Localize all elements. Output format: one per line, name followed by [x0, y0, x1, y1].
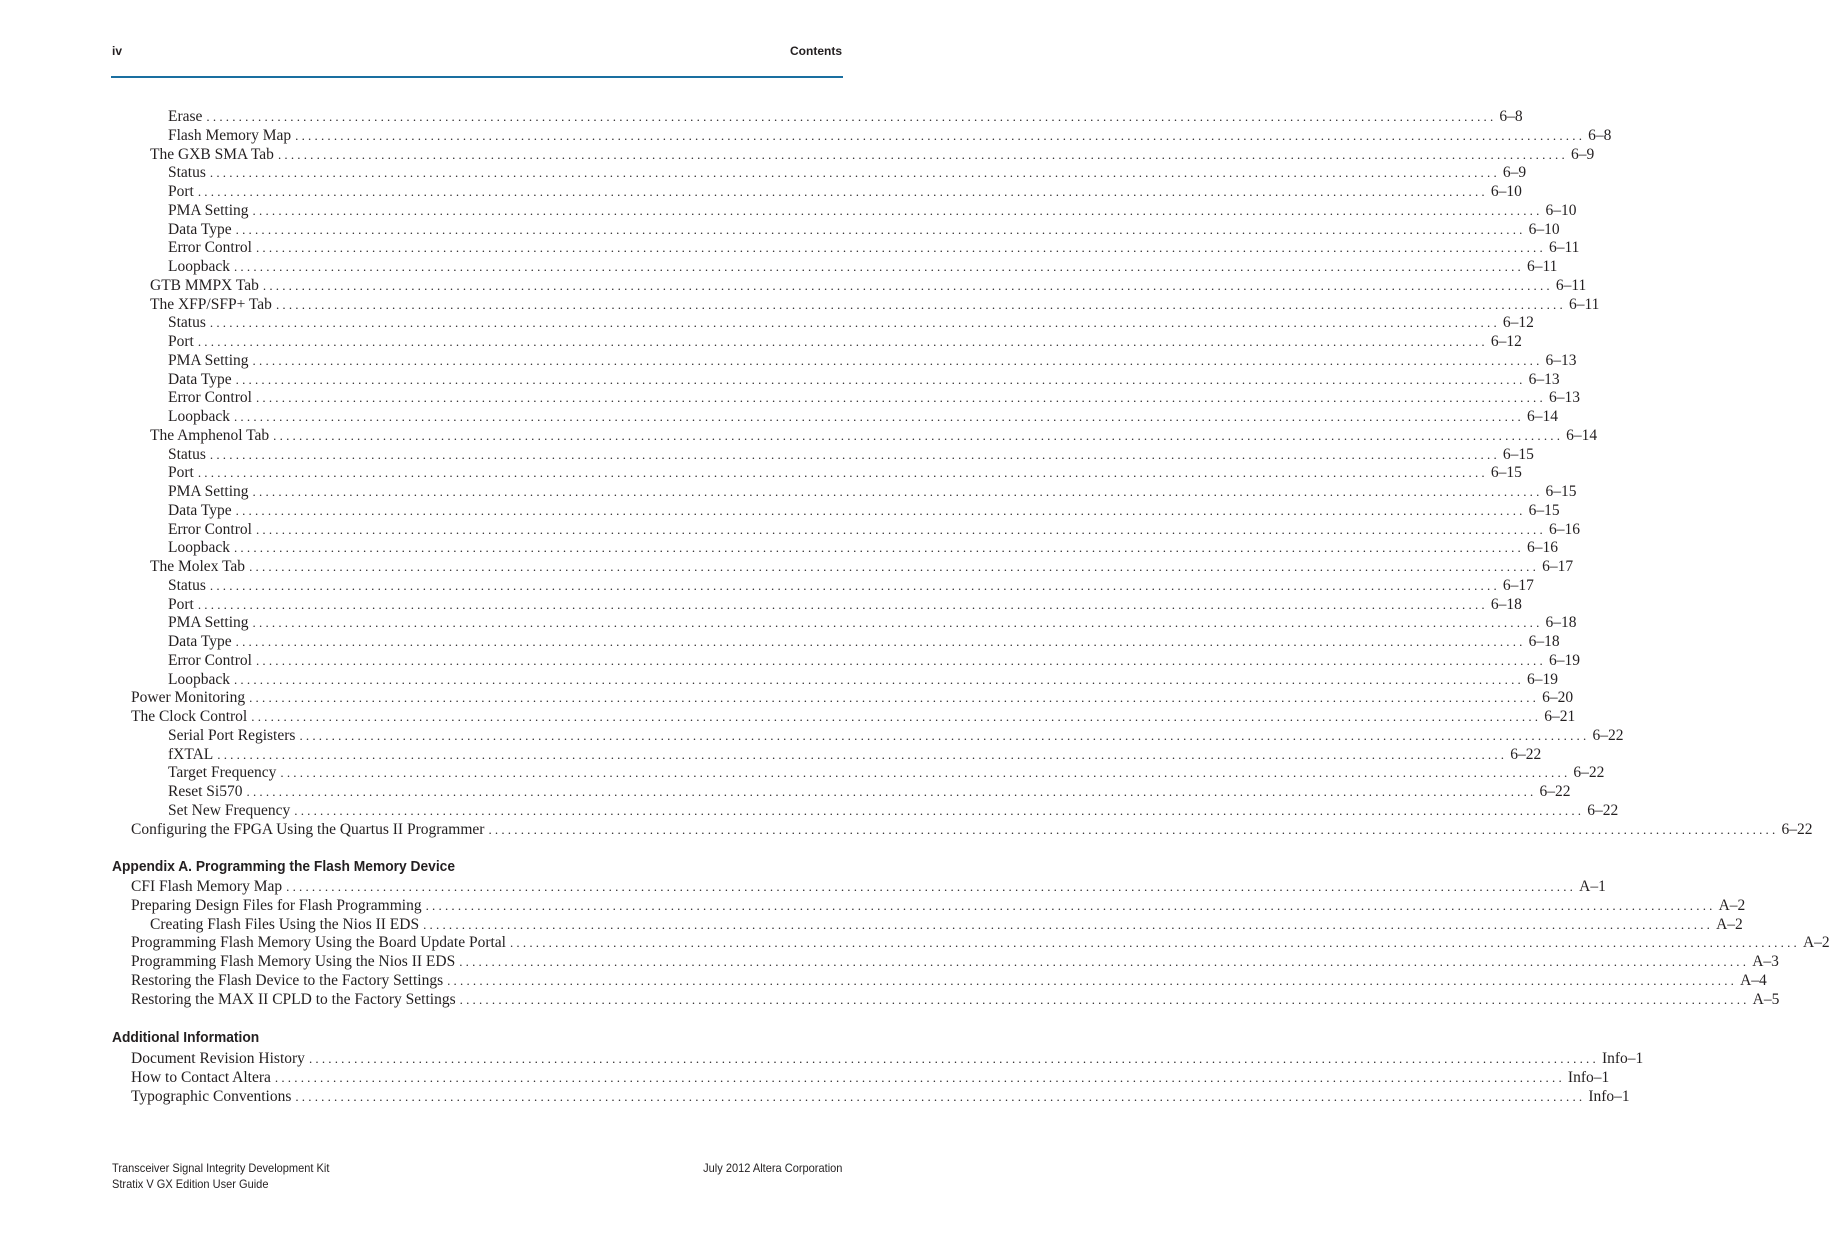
toc-entry-title: Data Type: [168, 501, 232, 519]
toc-entry-title: Preparing Design Files for Flash Programming: [131, 896, 422, 914]
toc-entry[interactable]: [168, 576, 1534, 596]
toc-entry-page: Info–1: [1601, 1050, 1644, 1067]
toc-entry-title: Restoring the MAX II CPLD to the Factory Settings: [131, 990, 456, 1008]
toc-entry[interactable]: [150, 145, 1595, 165]
toc-entry[interactable]: [168, 107, 1523, 127]
toc-entry[interactable]: [168, 126, 1612, 146]
toc-entry-page: 6–22: [1539, 783, 1571, 800]
toc-entry-title: PMA Setting: [168, 351, 249, 369]
toc-entry-title: Set New Frequency: [168, 801, 291, 819]
toc-dot-leader: ........................................................................................................................................................................................................: [233, 540, 1524, 556]
toc-dot-leader: ........................................................................................................................................................................................................: [233, 409, 1524, 424]
toc-entry[interactable]: [131, 688, 1574, 708]
toc-entry-title: The Molex Tab: [150, 558, 246, 575]
toc-dot-leader: ........................................................................................................................................................................................................: [277, 146, 1568, 162]
toc-entry-page: 6–8: [1499, 108, 1523, 125]
toc-entry-page: 6–14: [1526, 408, 1558, 425]
toc-dot-leader: ........................................................................................................................................................................................................: [255, 652, 1546, 668]
toc-entry-page: 6–20: [1542, 689, 1574, 707]
toc-entry[interactable]: [168, 538, 1558, 558]
toc-dot-leader: ........................................................................................................................................................................................................: [286, 879, 1577, 894]
toc-dot-leader: ........................................................................................................................................................................................................: [459, 954, 1750, 969]
toc-entry[interactable]: [150, 557, 1574, 577]
toc-entry-page: Info–1: [1567, 1068, 1610, 1086]
toc-entry[interactable]: [168, 313, 1534, 333]
toc-entry-title: Typographic Conventions: [131, 1087, 292, 1105]
footer-date-company: July 2012 Altera Corporation: [702, 1161, 842, 1175]
toc-entry[interactable]: [168, 445, 1534, 465]
toc-entry[interactable]: [168, 726, 1624, 746]
toc-dot-leader: ........................................................................................................................................................................................................: [294, 802, 1585, 818]
toc-entry-page: A–2: [1802, 934, 1830, 952]
toc-entry[interactable]: [168, 613, 1577, 633]
toc-entry-page: 6–13: [1528, 370, 1560, 388]
toc-dot-leader: ........................................................................................................................................................................................................: [488, 821, 1779, 837]
toc-entry-title: Status: [168, 164, 206, 182]
toc-dot-leader: ........................................................................................................................................................................................................: [249, 559, 1540, 574]
toc-entry-page: 6–10: [1528, 220, 1560, 238]
running-header: Contents: [790, 44, 842, 58]
footer-doc-title: Transceiver Signal Integrity Development Kit: [112, 1161, 330, 1175]
toc-entry[interactable]: [168, 801, 1619, 821]
toc-entry-page: A–1: [1579, 878, 1606, 895]
toc-dot-leader: ........................................................................................................................................................................................................: [233, 671, 1524, 687]
toc-entry[interactable]: [150, 426, 1598, 446]
toc-entry-title: Loopback: [168, 258, 230, 275]
toc-entry[interactable]: [168, 332, 1522, 352]
toc-entry[interactable]: [168, 407, 1558, 427]
toc-entry[interactable]: [168, 201, 1577, 221]
toc-entry-page: 6–10: [1490, 183, 1522, 200]
toc-entry[interactable]: [131, 896, 1746, 916]
toc-entry-title: Flash Memory Map: [168, 126, 292, 144]
toc-entry[interactable]: [131, 820, 1813, 840]
toc-entry-page: 6–19: [1526, 670, 1558, 688]
toc-entry-title: Loopback: [168, 539, 230, 557]
toc-entry-page: 6–15: [1502, 445, 1534, 463]
toc-entry-title: Port: [168, 464, 194, 482]
toc-entry-title: Reset Si570: [168, 783, 243, 800]
toc-entry-title: Port: [168, 183, 194, 200]
toc-dot-leader: ........................................................................................................................................................................................................: [197, 596, 1488, 612]
toc-entry[interactable]: [168, 182, 1522, 202]
toc-entry[interactable]: [168, 745, 1542, 765]
toc-dot-leader: ........................................................................................................................................................................................................: [206, 109, 1497, 124]
toc-entry[interactable]: [168, 463, 1522, 483]
toc-section-heading: Appendix A. Programming the Flash Memory Device: [112, 858, 456, 875]
toc-entry-title: Port: [168, 595, 194, 613]
toc-section-heading: Additional Information: [112, 1029, 260, 1046]
toc-entry-page: A–5: [1752, 990, 1780, 1008]
toc-entry[interactable]: [168, 782, 1571, 802]
toc-entry-page: A–3: [1752, 953, 1779, 970]
toc-dot-leader: ........................................................................................................................................................................................................: [209, 165, 1500, 181]
toc-dot-leader: ........................................................................................................................................................................................................: [197, 465, 1488, 481]
toc-entry[interactable]: [168, 651, 1580, 671]
toc-entry-page: 6–9: [1502, 164, 1527, 182]
toc-entry-page: 6–11: [1548, 239, 1580, 257]
toc-entry-page: 6–13: [1548, 389, 1580, 407]
toc-entry-page: 6–22: [1781, 820, 1813, 838]
toc-entry-page: 6–22: [1592, 726, 1624, 744]
toc-entry-title: Programming Flash Memory Using the Nios II EDS: [131, 953, 456, 970]
toc-entry-title: Target Frequency: [168, 764, 277, 782]
toc-entry-page: 6–15: [1545, 483, 1577, 500]
toc-dot-leader: ........................................................................................................................................................................................................: [246, 784, 1537, 799]
toc-entry[interactable]: [131, 990, 1780, 1010]
toc-entry[interactable]: [168, 595, 1522, 615]
toc-dot-leader: ........................................................................................................................................................................................................: [295, 127, 1586, 143]
toc-entry[interactable]: [168, 632, 1560, 652]
toc-dot-leader: ........................................................................................................................................................................................................: [197, 184, 1488, 199]
toc-entry[interactable]: [150, 276, 1587, 296]
toc-entry-title: Data Type: [168, 633, 232, 650]
toc-entry[interactable]: [168, 520, 1580, 540]
toc-dot-leader: ........................................................................................................................................................................................................: [235, 502, 1526, 518]
toc-entry-title: Restoring the Flash Device to the Factory Settings: [131, 971, 444, 989]
toc-dot-leader: ........................................................................................................................................................................................................: [255, 240, 1546, 256]
toc-entry-title: Document Revision History: [131, 1050, 305, 1067]
toc-entry-title: Programming Flash Memory Using the Board Update Portal: [131, 934, 506, 952]
toc-entry-page: 6–22: [1573, 764, 1605, 782]
toc-entry-page: 6–13: [1545, 351, 1577, 369]
toc-dot-leader: ........................................................................................................................................................................................................: [235, 221, 1526, 237]
toc-entry-title: PMA Setting: [168, 201, 249, 219]
toc-entry-page: A–2: [1716, 915, 1743, 933]
toc-dot-leader: ........................................................................................................................................................................................................: [251, 709, 1542, 724]
toc-entry[interactable]: [168, 670, 1558, 690]
toc-entry-title: The Clock Control: [131, 708, 248, 725]
toc-dot-leader: ........................................................................................................................................................................................................: [425, 897, 1716, 913]
toc-entry-title: The XFP/SFP+ Tab: [150, 295, 272, 313]
toc-dot-leader: ........................................................................................................................................................................................................: [252, 352, 1543, 368]
page-number: iv: [112, 44, 123, 58]
toc-dot-leader: ........................................................................................................................................................................................................: [209, 577, 1500, 593]
toc-entry-page: 6–22: [1587, 801, 1619, 819]
toc-entry[interactable]: [150, 915, 1743, 935]
toc-entry-title: The GXB SMA Tab: [150, 145, 274, 163]
toc-entry-page: 6–19: [1548, 651, 1580, 669]
toc-dot-leader: ........................................................................................................................................................................................................: [423, 916, 1714, 932]
toc-entry-title: Status: [168, 576, 206, 594]
toc-entry[interactable]: [131, 1068, 1610, 1088]
toc-entry[interactable]: [168, 501, 1560, 521]
toc-entry-title: Loopback: [168, 670, 230, 688]
toc-entry[interactable]: [150, 295, 1600, 315]
toc-entry[interactable]: [168, 482, 1577, 502]
toc-dot-leader: ........................................................................................................................................................................................................: [280, 765, 1571, 781]
toc-entry-page: 6–21: [1544, 708, 1576, 725]
toc-entry-title: Creating Flash Files Using the Nios II EDS: [150, 915, 420, 933]
toc-entry-page: 6–15: [1528, 501, 1560, 519]
toc-entry-page: 6–18: [1528, 633, 1560, 650]
toc-entry[interactable]: [131, 877, 1606, 897]
toc-dot-leader: ........................................................................................................................................................................................................: [233, 259, 1524, 274]
toc-entry-title: How to Contact Altera: [131, 1068, 271, 1086]
toc-entry-page: A–2: [1718, 896, 1746, 914]
toc-entry-title: Configuring the FPGA Using the Quartus II Programmer: [131, 820, 485, 838]
toc-entry-page: Info–1: [1588, 1087, 1630, 1105]
toc-entry[interactable]: [168, 163, 1527, 183]
toc-entry[interactable]: [131, 707, 1576, 727]
toc-entry[interactable]: [131, 971, 1767, 991]
header-rule: [111, 76, 843, 78]
toc-entry[interactable]: [131, 933, 1830, 953]
toc-entry-title: Status: [168, 314, 206, 332]
toc-dot-leader: ........................................................................................................................................................................................................: [197, 334, 1488, 349]
toc-dot-leader: ........................................................................................................................................................................................................: [252, 484, 1543, 499]
toc-dot-leader: ........................................................................................................................................................................................................: [447, 972, 1738, 988]
toc-entry-page: 6–18: [1545, 614, 1577, 632]
toc-entry-page: 6–22: [1510, 745, 1542, 763]
toc-dot-leader: ........................................................................................................................................................................................................: [459, 991, 1750, 1007]
toc-entry-title: Status: [168, 445, 206, 463]
toc-entry-page: A–4: [1740, 971, 1767, 989]
toc-entry-title: Erase: [168, 108, 203, 125]
toc-entry-page: 6–15: [1490, 464, 1522, 482]
toc-entry-title: PMA Setting: [168, 483, 249, 500]
toc-dot-leader: ........................................................................................................................................................................................................: [509, 935, 1800, 951]
toc-entry[interactable]: [168, 220, 1560, 240]
toc-entry-title: Serial Port Registers: [168, 726, 296, 744]
toc-entry[interactable]: [131, 952, 1779, 972]
toc-entry[interactable]: [168, 257, 1558, 277]
toc-entry-title: Data Type: [168, 370, 232, 388]
toc-entry-title: The Amphenol Tab: [150, 426, 270, 444]
toc-entry-title: Error Control: [168, 651, 252, 669]
toc-dot-leader: ........................................................................................................................................................................................................: [274, 1069, 1565, 1085]
toc-dot-leader: ........................................................................................................................................................................................................: [249, 690, 1540, 706]
toc-entry-page: 6–8: [1588, 126, 1612, 144]
toc-entry-page: 6–11: [1526, 258, 1558, 275]
toc-entry[interactable]: [168, 763, 1605, 783]
toc-entry-page: 6–11: [1555, 276, 1587, 294]
toc-entry[interactable]: [168, 351, 1577, 371]
toc-dot-leader: ........................................................................................................................................................................................................: [209, 315, 1500, 331]
toc-dot-leader: ........................................................................................................................................................................................................: [235, 371, 1526, 387]
toc-dot-leader: ........................................................................................................................................................................................................: [299, 727, 1590, 743]
toc-entry-title: Power Monitoring: [131, 689, 246, 707]
toc-dot-leader: ........................................................................................................................................................................................................: [252, 202, 1543, 218]
toc-entry[interactable]: [168, 238, 1580, 258]
footer-doc-subtitle: Stratix V GX Edition User Guide: [112, 1177, 269, 1191]
toc-entry-title: CFI Flash Memory Map: [131, 878, 283, 895]
toc-dot-leader: ........................................................................................................................................................................................................: [273, 427, 1564, 443]
toc-dot-leader: ........................................................................................................................................................................................................: [255, 521, 1546, 537]
toc-dot-leader: ........................................................................................................................................................................................................: [252, 615, 1543, 631]
toc-dot-leader: ........................................................................................................................................................................................................: [262, 277, 1553, 293]
toc-entry-page: 6–12: [1490, 333, 1522, 350]
toc-entry-title: Loopback: [168, 408, 230, 425]
toc-entry-title: Error Control: [168, 389, 252, 407]
toc-dot-leader: ........................................................................................................................................................................................................: [217, 746, 1508, 762]
toc-dot-leader: ........................................................................................................................................................................................................: [275, 296, 1566, 312]
toc-entry-page: 6–14: [1566, 426, 1598, 444]
toc-dot-leader: ........................................................................................................................................................................................................: [255, 390, 1546, 406]
toc-dot-leader: ........................................................................................................................................................................................................: [308, 1051, 1599, 1066]
toc-dot-leader: ........................................................................................................................................................................................................: [235, 634, 1526, 649]
toc-entry-page: 6–17: [1542, 558, 1574, 575]
toc-entry[interactable]: [131, 1049, 1644, 1069]
toc-entry-page: 6–16: [1548, 520, 1580, 538]
toc-entry-title: PMA Setting: [168, 614, 249, 632]
toc-entry-page: 6–17: [1502, 576, 1534, 594]
toc-entry-page: 6–18: [1490, 595, 1522, 613]
toc-entry[interactable]: [168, 370, 1560, 390]
toc-entry-page: 6–12: [1502, 314, 1534, 332]
toc-entry-page: 6–11: [1568, 295, 1600, 313]
toc-entry-title: Data Type: [168, 220, 232, 238]
toc-dot-leader: ........................................................................................................................................................................................................: [295, 1088, 1586, 1104]
toc-entry-title: Error Control: [168, 239, 252, 257]
toc-entry-title: GTB MMPX Tab: [150, 276, 259, 294]
toc-entry-title: Error Control: [168, 520, 252, 538]
toc-entry-page: 6–10: [1545, 201, 1577, 219]
toc-entry-page: 6–16: [1526, 539, 1558, 557]
toc-entry[interactable]: [168, 388, 1580, 408]
toc-entry-title: fXTAL: [168, 745, 214, 763]
toc-dot-leader: ........................................................................................................................................................................................................: [209, 446, 1500, 462]
toc-entry[interactable]: [131, 1087, 1630, 1107]
toc-entry-title: Port: [168, 333, 194, 350]
toc-entry-page: 6–9: [1570, 145, 1595, 163]
